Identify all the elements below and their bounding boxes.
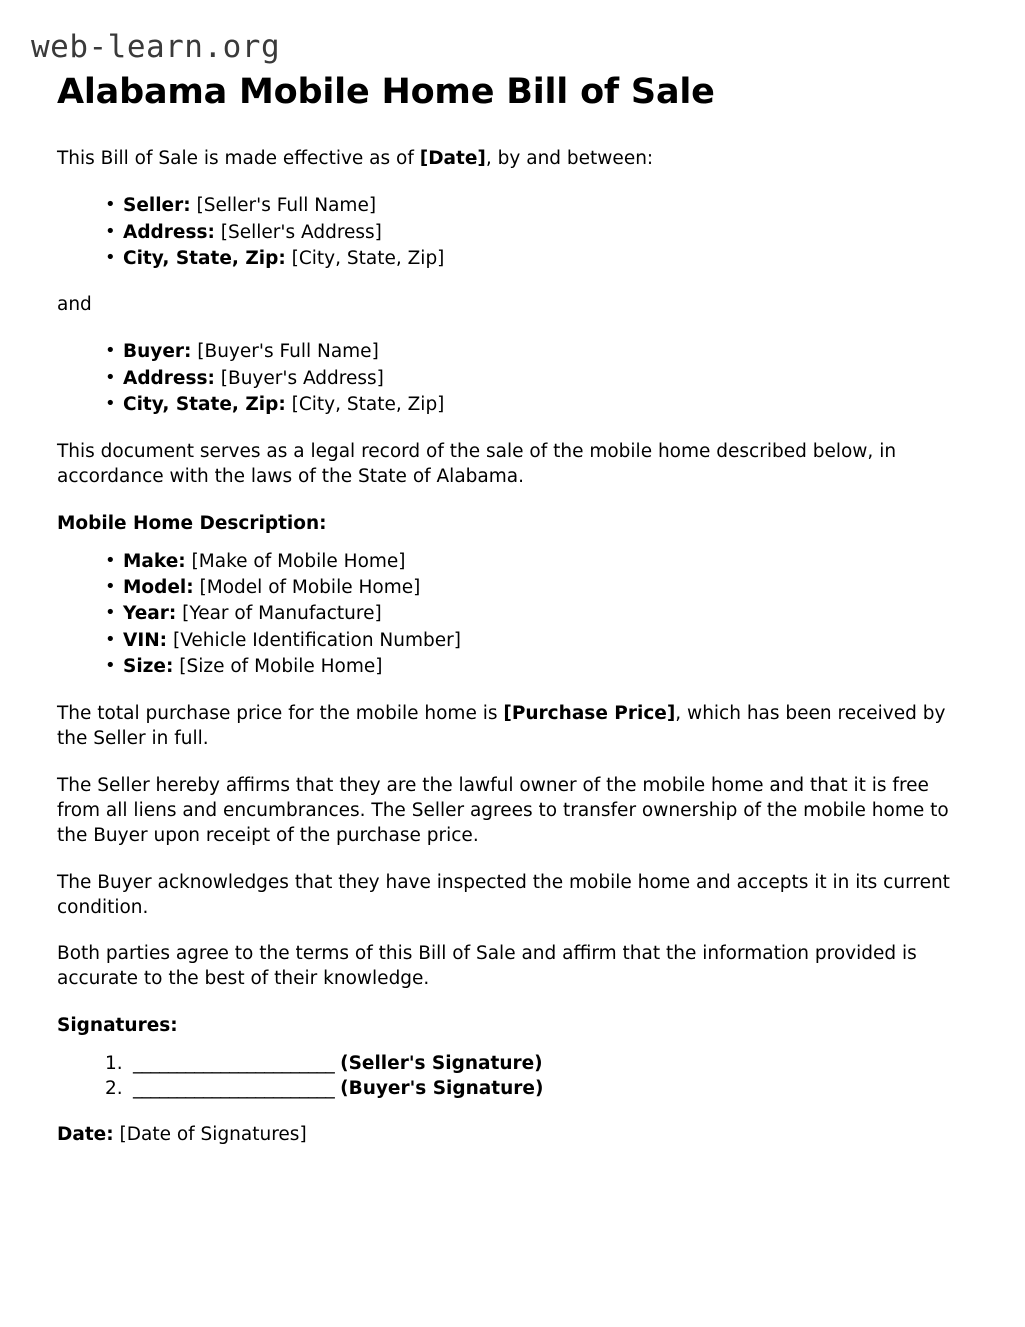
seller-signature-label: (Seller's Signature) bbox=[340, 1053, 543, 1075]
buyer-city-state-zip-label: City, State, Zip: bbox=[123, 394, 286, 416]
intro-date-placeholder: [Date] bbox=[419, 148, 486, 170]
buyer-address-label: Address: bbox=[123, 367, 215, 389]
page-title: Alabama Mobile Home Bill of Sale bbox=[57, 72, 715, 112]
seller-city-state-zip-label: City, State, Zip: bbox=[123, 248, 286, 270]
intro-text-after: , by and between: bbox=[485, 148, 654, 170]
buyer-details-list bbox=[57, 340, 969, 417]
purchase-price-paragraph bbox=[57, 702, 969, 752]
seller-address-value: [Seller's Address] bbox=[220, 221, 382, 243]
buyer-city-state-zip-value: [City, State, Zip] bbox=[291, 394, 445, 416]
buyer-name-label: Buyer: bbox=[123, 341, 192, 363]
year-label: Year: bbox=[123, 603, 177, 625]
intro-paragraph bbox=[57, 147, 969, 172]
purchase-price-text-before: The total purchase price for the mobile home is bbox=[57, 702, 504, 724]
list-item bbox=[105, 1052, 969, 1076]
buyer-acknowledgement-paragraph: The Buyer acknowledges that they have inspected the mobile home and accepts it in its current condition. bbox=[57, 871, 950, 918]
list-item bbox=[105, 393, 969, 417]
seller-city-state-zip-value: [City, State, Zip] bbox=[291, 248, 445, 270]
model-value: [Model of Mobile Home] bbox=[199, 577, 421, 599]
vin-label: VIN: bbox=[123, 629, 168, 651]
site-watermark: web-learn.org bbox=[31, 29, 281, 65]
list-item bbox=[105, 576, 969, 600]
seller-name-label: Seller: bbox=[123, 195, 191, 217]
date-label: Date: bbox=[57, 1124, 114, 1146]
list-item bbox=[105, 340, 969, 364]
list-item bbox=[105, 194, 969, 218]
list-item bbox=[105, 629, 969, 653]
intro-text-before: This Bill of Sale is made effective as of bbox=[57, 148, 420, 170]
document-body bbox=[57, 72, 969, 1170]
list-item bbox=[105, 1077, 969, 1101]
buyer-address-value: [Buyer's Address] bbox=[220, 367, 384, 389]
mobile-home-description-list bbox=[57, 550, 969, 680]
legal-record-paragraph: This document serves as a legal record of the sale of the mobile home described below, in accordance with the laws of the State of Alabama. bbox=[57, 440, 897, 487]
list-item bbox=[105, 550, 969, 574]
buyer-name-value: [Buyer's Full Name] bbox=[197, 341, 379, 363]
mobile-home-description-heading: Mobile Home Description: bbox=[57, 512, 327, 534]
signatures-heading: Signatures: bbox=[57, 1015, 178, 1037]
size-value: [Size of Mobile Home] bbox=[179, 656, 383, 678]
size-label: Size: bbox=[123, 656, 174, 678]
purchase-price-text-after: , which has been received by the Seller in full. bbox=[57, 702, 946, 749]
vin-value: [Vehicle Identification Number] bbox=[172, 629, 461, 651]
seller-details-list bbox=[57, 194, 969, 271]
seller-signature-line[interactable]: _______________________ bbox=[133, 1053, 335, 1075]
signature-lines-list bbox=[57, 1052, 969, 1101]
model-label: Model: bbox=[123, 577, 194, 599]
buyer-signature-line[interactable]: _______________________ bbox=[133, 1077, 335, 1099]
seller-name-value: [Seller's Full Name] bbox=[196, 195, 377, 217]
list-item bbox=[105, 655, 969, 679]
conjunction-and: and bbox=[57, 294, 92, 316]
make-value: [Make of Mobile Home] bbox=[191, 550, 406, 572]
purchase-price-placeholder: [Purchase Price] bbox=[503, 702, 676, 724]
make-label: Make: bbox=[123, 550, 186, 572]
list-item bbox=[105, 367, 969, 391]
seller-address-label: Address: bbox=[123, 221, 215, 243]
list-item bbox=[105, 602, 969, 626]
list-item bbox=[105, 221, 969, 245]
list-item bbox=[105, 247, 969, 271]
both-parties-agreement-paragraph: Both parties agree to the terms of this Bill of Sale and affirm that the information provided is accurate to the best of their knowledge. bbox=[57, 943, 917, 990]
year-value: [Year of Manufacture] bbox=[182, 603, 382, 625]
seller-affirmation-paragraph: The Seller hereby affirms that they are the lawful owner of the mobile home and that it is free from all liens and encumbrances. The Seller agrees to transfer ownership of the mobile home to the Buyer upon receipt of the purchase price. bbox=[57, 774, 949, 846]
date-value: [Date of Signatures] bbox=[119, 1124, 307, 1146]
buyer-signature-label: (Buyer's Signature) bbox=[340, 1077, 544, 1099]
date-of-signatures-line bbox=[57, 1123, 969, 1148]
